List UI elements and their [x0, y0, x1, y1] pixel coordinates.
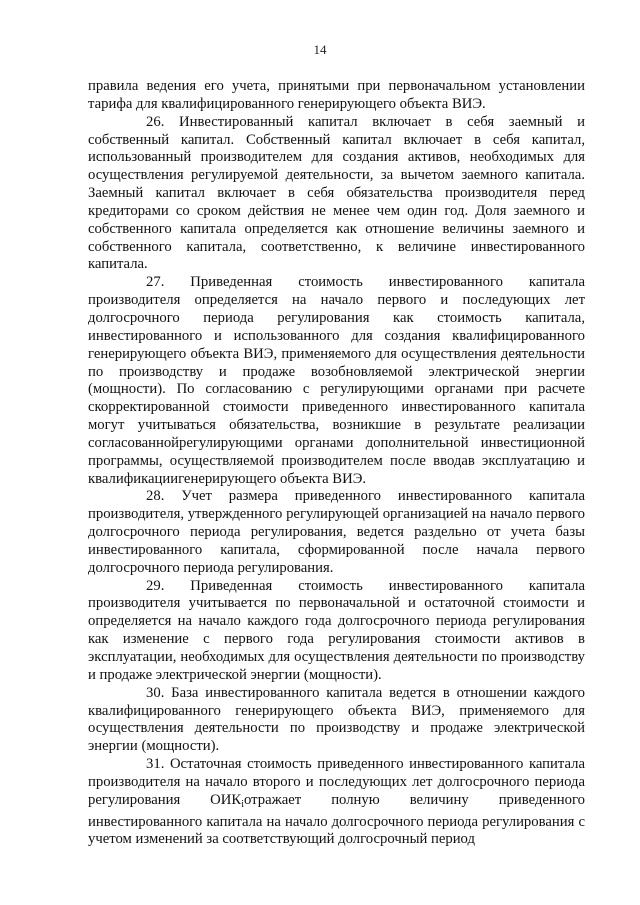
paragraph-29: [88, 578, 585, 685]
page-number: 14: [313, 42, 327, 57]
paragraph-number: 30.: [146, 684, 165, 701]
paragraph-26: [88, 114, 585, 275]
paragraph-text-before: Остаточная стоимость приведенного инвестированного капитала производителя на начало второго и последующих лет долгосрочного периода регулирования ОИК: [88, 756, 585, 808]
document-body: [88, 78, 585, 849]
subscript-index: i: [241, 798, 244, 810]
paragraph-28: [88, 488, 585, 577]
paragraph-31: [88, 756, 585, 849]
paragraph-continuation: [88, 78, 585, 114]
paragraph-text: правила ведения его учета, принятыми при первоначальном установлении тарифа для квалифицированного генерирующего объекта ВИЭ.: [88, 78, 585, 112]
paragraph-number: 27.: [146, 274, 165, 291]
paragraph-number: 28.: [146, 488, 165, 505]
paragraph-number: 29.: [146, 577, 165, 594]
paragraph-number: 31.: [146, 756, 165, 773]
paragraph-30: [88, 685, 585, 756]
paragraph-27: [88, 274, 585, 488]
paragraph-text-after: отражает полную величину приведенного инвестированного капитала на начало долгосрочного периода регулирования с учетом изменений за соответствующий долгосрочный период: [88, 791, 585, 848]
paragraph-number: 26.: [146, 113, 165, 130]
paragraph-text: Учет размера приведенного инвестированного капитала производителя, утвержденного регулирующей организацией на начало первого долгосрочного периода регулирования, ведется раздельно от учета базы инвестированного капитала, сформированной после начала первого долгосрочного периода регулирования.: [88, 488, 585, 576]
paragraph-text: Инвестированный капитал включает в себя заемный и собственный капитал. Собственный капитал включает в себя капитал, использованный производителем для создания активов, необходимых для осуществления регулируемой деятельности, за вычетом заемного капитала. Заемный капитал включает в себя обязательства производителя перед кредиторами со сроком действия не менее чем один год. Доля заемного и собственного капитала определяется как отношение величины заемного и собственного капитала, соответственно, к величине инвестированного капитала.: [88, 113, 586, 273]
paragraph-text: Приведенная стоимость инвестированного капитала производителя учитывается по первоначальной и остаточной стоимости и определяется на начало каждого года долгосрочного периода регулирования как изменение с первого года регулирования стоимости активов в эксплуатации, необходимых для осуществления деятельности по производству и продаже электрической энергии (мощности).: [88, 577, 585, 683]
paragraph-text: Приведенная стоимость инвестированного капитала производителя определяется на начало первого и последующих лет долгосрочного периода регулирования как стоимость капитала, инвестированного и использованного для создания квалифицированного генерирующего объекта ВИЭ, применяемого для осуществления деятельности по производству и продаже возобновляемой электрической энергии (мощности). По согласованию с регулирующими органами при расчете скорректированной стоимости приведенного инвестированного капитала могут учитываться обязательства, возникшие в результате реализации согласованнойрегулирующими органами дополнительной инвестиционной программы, осуществляемой производителем после вводав эксплуатацию и квалификациигенерирующего объекта ВИЭ.: [88, 274, 585, 487]
paragraph-text: База инвестированного капитала ведется в отношении каждого квалифицированного генерирующего объекта ВИЭ, применяемого для осуществления деятельности по производству и продаже электрической энергии (мощности).: [88, 684, 586, 755]
